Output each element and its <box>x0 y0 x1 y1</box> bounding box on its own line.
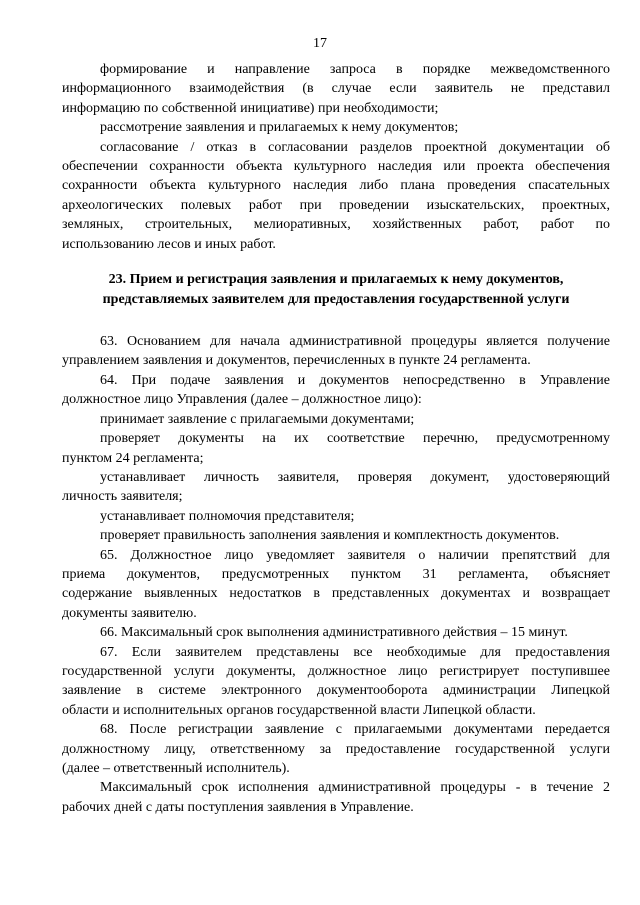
paragraph-line: пунктом 24 регламента; <box>62 450 204 466</box>
paragraph-line: государственной услуги документы, должностное лицо регистрирует поступившее <box>62 663 610 679</box>
paragraph <box>62 429 610 468</box>
paragraph-line: согласование / отказ в согласовании разделов проектной документации об <box>100 139 610 155</box>
paragraph-line: должностному лицу, ответственному за предоставление государственной услуги <box>62 741 610 757</box>
section-heading <box>62 270 610 310</box>
paragraph <box>62 507 610 526</box>
paragraph <box>62 138 610 254</box>
paragraph-line: информационного взаимодействия (в случае если заявитель не представил <box>62 81 610 97</box>
paragraph <box>62 526 610 545</box>
paragraph-line: формирование и направление запроса в порядке межведомственного <box>100 62 610 77</box>
paragraph-line: устанавливает полномочия представителя; <box>100 508 355 524</box>
paragraph <box>62 371 610 410</box>
paragraph-line: области и исполнительных органов государственной власти Липецкой области. <box>62 702 536 718</box>
page-number: 17 <box>313 36 327 51</box>
paragraph <box>62 410 610 429</box>
section-heading-line-1: 23. Прием и регистрация заявления и прилагаемых к нему документов, <box>108 272 564 288</box>
paragraph-line: информацию по собственной инициативе) при необходимости; <box>62 100 439 116</box>
paragraph-line: 64. При подаче заявления и документов непосредственно в Управление <box>100 372 610 388</box>
paragraph-line: 63. Основанием для начала административной процедуры является получение <box>100 334 610 350</box>
paragraph-line: проверяет правильность заполнения заявления и комплектность документов. <box>100 528 560 544</box>
paragraph-line: приема документов, предусмотренных пунктом 31 регламента, объясняет <box>62 566 610 582</box>
paragraph-line: заявление в системе электронного документооборота администрации Липецкой <box>62 683 610 699</box>
paragraph-line: археологических полевых работ при проведении изыскательских, проектных, <box>62 197 610 213</box>
paragraph-line: принимает заявление с прилагаемыми документами; <box>100 411 415 427</box>
paragraph <box>62 778 610 817</box>
section-heading-line-2: представляемых заявителем для предоставления государственной услуги <box>102 292 570 308</box>
paragraph-line: использованию лесов и иных работ. <box>62 236 276 252</box>
paragraph <box>62 332 610 371</box>
paragraph-line: должностное лицо Управления (далее – должностное лицо): <box>62 392 422 408</box>
paragraph <box>62 623 610 642</box>
paragraph-line: личность заявителя; <box>62 489 183 505</box>
paragraph-line: 68. После регистрации заявление с прилагаемыми документами передается <box>100 722 610 738</box>
paragraph-line: управлением заявления и документов, перечисленных в пункте 24 регламента. <box>62 353 531 369</box>
paragraph-line: рассмотрение заявления и прилагаемых к нему документов; <box>100 120 459 136</box>
paragraph-line: сохранности объекта культурного наследия либо плана проведения спасательных <box>62 178 610 194</box>
document-body <box>62 60 610 817</box>
paragraph <box>62 643 610 721</box>
paragraph-line: (далее – ответственный исполнитель). <box>62 761 290 776</box>
paragraph <box>62 468 610 507</box>
paragraph-line: земляных, строительных, мелиоративных, хозяйственных работ, работ по <box>62 217 610 233</box>
paragraph-line: устанавливает личность заявителя, проверяя документ, удостоверяющий <box>100 469 610 485</box>
paragraph <box>62 720 610 778</box>
paragraphs-before-heading <box>62 60 610 254</box>
paragraph <box>62 546 610 624</box>
paragraph-line: Максимальный срок исполнения административной процедуры - в течение 2 <box>100 780 610 796</box>
paragraph-line: 66. Максимальный срок выполнения административного действия – 15 минут. <box>100 625 568 641</box>
paragraph <box>62 118 610 137</box>
paragraph <box>62 60 610 118</box>
paragraph-line: документы заявителю. <box>62 605 197 621</box>
paragraph-line: проверяет документы на их соответствие перечню, предусмотренному <box>100 431 610 447</box>
paragraph-line: обеспечении сохранности объекта культурного наследия или проекта обеспечения <box>62 159 610 175</box>
paragraph-line: содержание выявленных недостатков в представленных документах и возвращает <box>62 586 610 602</box>
paragraph-line: рабочих дней с даты поступления заявления в Управление. <box>62 799 414 815</box>
paragraph-line: 65. Должностное лицо уведомляет заявителя о наличии препятствий для <box>100 547 610 563</box>
paragraphs-after-heading <box>62 332 610 817</box>
paragraph-line: 67. Если заявителем представлены все необходимые для предоставления <box>100 644 610 660</box>
